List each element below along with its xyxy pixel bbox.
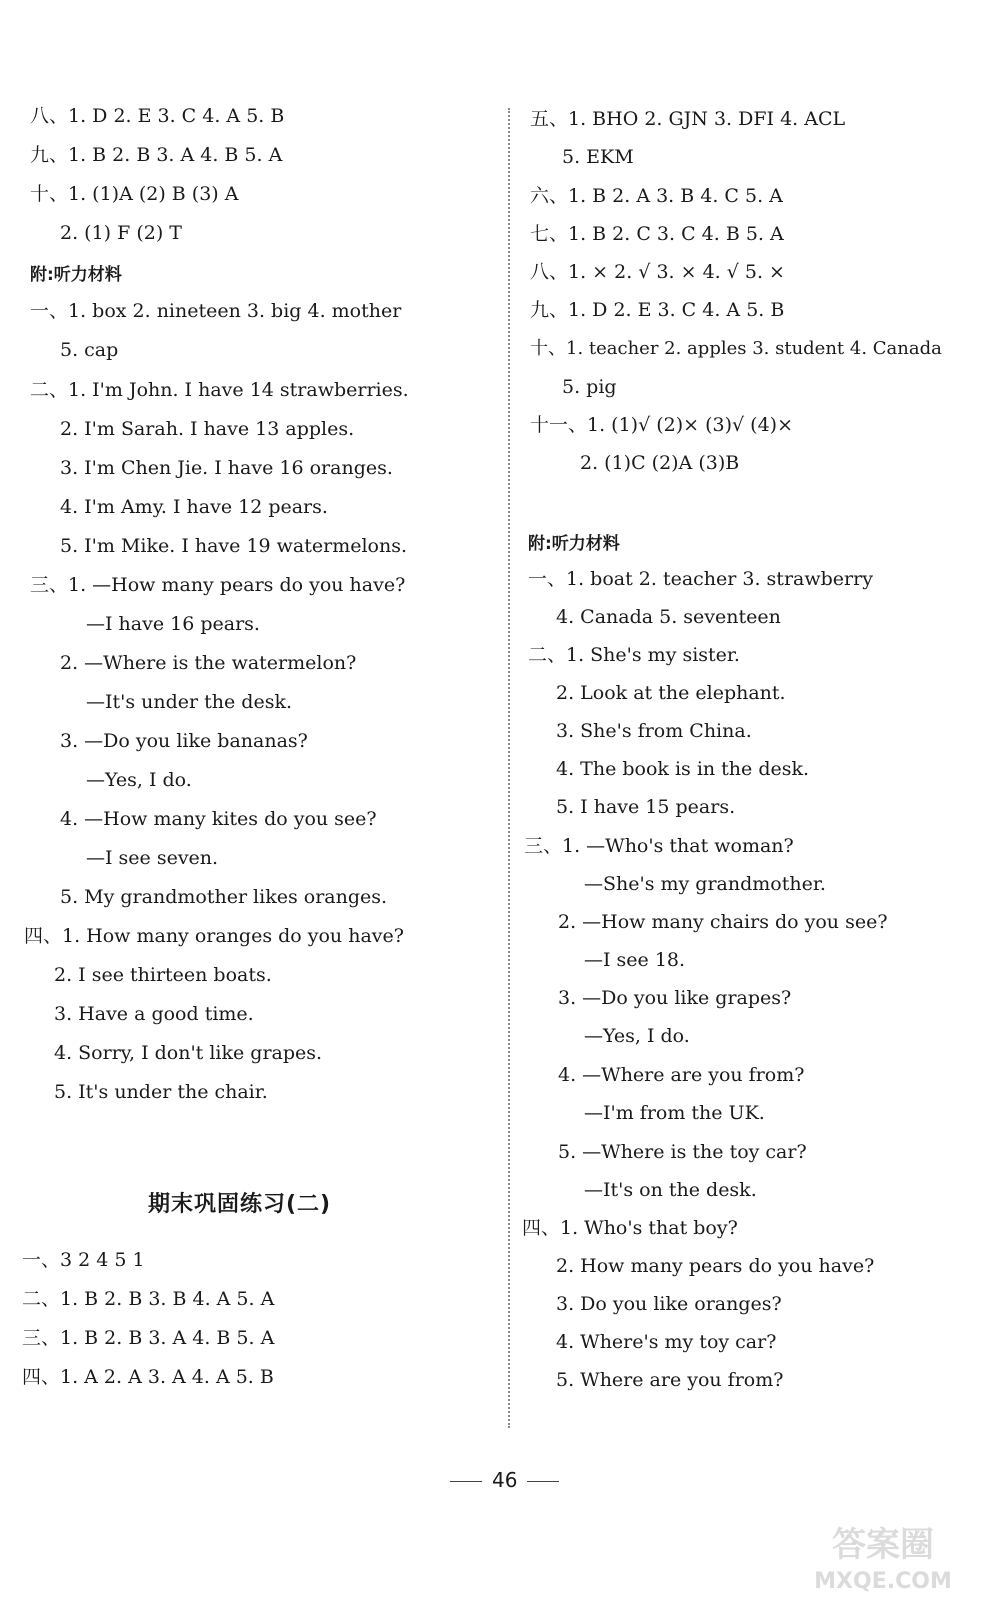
section-title: 期末巩固练习(二) [148, 1192, 332, 1217]
answer-line: 5. It's under the chair. [54, 1081, 268, 1103]
answer-line: 5. cap [60, 339, 119, 361]
answer-line: 3. —Do you like grapes? [558, 987, 792, 1009]
answer-line: 八、1. × 2. √ 3. × 4. √ 5. × [530, 261, 785, 283]
answer-line: 四、1. A 2. A 3. A 4. A 5. B [22, 1366, 274, 1388]
answer-line: 2. (1) F (2) T [60, 222, 182, 244]
answer-line: 4. I'm Amy. I have 12 pears. [60, 496, 328, 518]
answer-line: —Yes, I do. [86, 769, 192, 791]
answer-line: 五、1. BHO 2. GJN 3. DFI 4. ACL [530, 108, 846, 130]
answer-line: —I see 18. [584, 949, 686, 971]
answer-line: 二、1. She's my sister. [528, 644, 740, 666]
answer-line: 一、1. boat 2. teacher 3. strawberry [528, 568, 873, 590]
column-divider [508, 108, 510, 1428]
answer-line: 九、1. D 2. E 3. C 4. A 5. B [530, 299, 785, 321]
answer-line: 4. Where's my toy car? [556, 1331, 777, 1353]
answer-line: 2. —How many chairs do you see? [558, 911, 888, 933]
answer-line: 十一、1. (1)√ (2)× (3)√ (4)× [530, 414, 793, 436]
answer-line: 十、1. teacher 2. apples 3. student 4. Canada [530, 338, 942, 359]
answer-line: 2. —Where is the watermelon? [60, 652, 357, 674]
answer-line: —I'm from the UK. [584, 1102, 765, 1124]
answer-line: 2. (1)C (2)A (3)B [580, 452, 740, 474]
answer-line: 5. —Where is the toy car? [558, 1141, 807, 1163]
section-heading: 附:听力材料 [30, 265, 122, 285]
answer-line: —It's under the desk. [86, 691, 293, 713]
answer-line: 5. My grandmother likes oranges. [60, 886, 388, 908]
answer-line: 三、1. B 2. B 3. A 4. B 5. A [22, 1327, 275, 1349]
answer-line: —She's my grandmother. [584, 873, 826, 895]
answer-line: 一、3 2 4 5 1 [22, 1249, 145, 1271]
answer-line: —I see seven. [86, 847, 219, 869]
answer-line: 4. The book is in the desk. [556, 758, 810, 780]
answer-line: 八、1. D 2. E 3. C 4. A 5. B [30, 105, 285, 127]
answer-line: 4. —Where are you from? [558, 1064, 805, 1086]
answer-line: 2. Look at the elephant. [556, 682, 786, 704]
answer-line: 5. pig [562, 376, 617, 398]
page-number-dash-right [527, 1481, 559, 1482]
answer-line: 四、1. How many oranges do you have? [24, 925, 404, 947]
answer-line: 七、1. B 2. C 3. C 4. B 5. A [530, 223, 784, 245]
answer-line: 3. Have a good time. [54, 1003, 254, 1025]
answer-line: —It's on the desk. [584, 1179, 757, 1201]
answer-line: 一、1. box 2. nineteen 3. big 4. mother [30, 300, 402, 322]
answer-line: 3. —Do you like bananas? [60, 730, 308, 752]
answer-line: 3. Do you like oranges? [556, 1293, 782, 1315]
answer-line: 5. I'm Mike. I have 19 watermelons. [60, 535, 408, 557]
answer-line: 3. I'm Chen Jie. I have 16 oranges. [60, 457, 393, 479]
answer-line: 二、1. B 2. B 3. B 4. A 5. A [22, 1288, 275, 1310]
section-heading: 附:听力材料 [528, 534, 620, 554]
answer-line: 2. How many pears do you have? [556, 1255, 875, 1277]
answer-line: 四、1. Who's that boy? [522, 1217, 738, 1239]
answer-line: 5. EKM [562, 146, 634, 168]
watermark-text-2: MXQE.COM [814, 1569, 952, 1594]
answer-line: 2. I see thirteen boats. [54, 964, 272, 986]
answer-line: —I have 16 pears. [86, 613, 260, 635]
answer-line: 4. Canada 5. seventeen [556, 606, 781, 628]
answer-line: 六、1. B 2. A 3. B 4. C 5. A [530, 185, 783, 207]
answer-line: 三、1. —Who's that woman? [524, 835, 794, 857]
answer-line: 5. Where are you from? [556, 1369, 784, 1391]
answer-line: —Yes, I do. [584, 1025, 690, 1047]
answer-line: 4. Sorry, I don't like grapes. [54, 1042, 323, 1064]
answer-line: 4. —How many kites do you see? [60, 808, 377, 830]
watermark-logo [788, 1516, 978, 1596]
page-number [440, 1468, 569, 1492]
answer-line: 2. I'm Sarah. I have 13 apples. [60, 418, 355, 440]
answer-line: 5. I have 15 pears. [556, 796, 736, 818]
answer-line: 二、1. I'm John. I have 14 strawberries. [30, 379, 409, 401]
answer-line: 三、1. —How many pears do you have? [30, 574, 406, 596]
page-number-dash-left [450, 1481, 482, 1482]
answer-line: 九、1. B 2. B 3. A 4. B 5. A [30, 144, 283, 166]
answer-line: 十、1. (1)A (2) B (3) A [30, 183, 239, 205]
answer-line: 3. She's from China. [556, 720, 752, 742]
watermark-text-1: 答案圈 [832, 1525, 934, 1565]
page-number-value: 46 [492, 1468, 518, 1492]
